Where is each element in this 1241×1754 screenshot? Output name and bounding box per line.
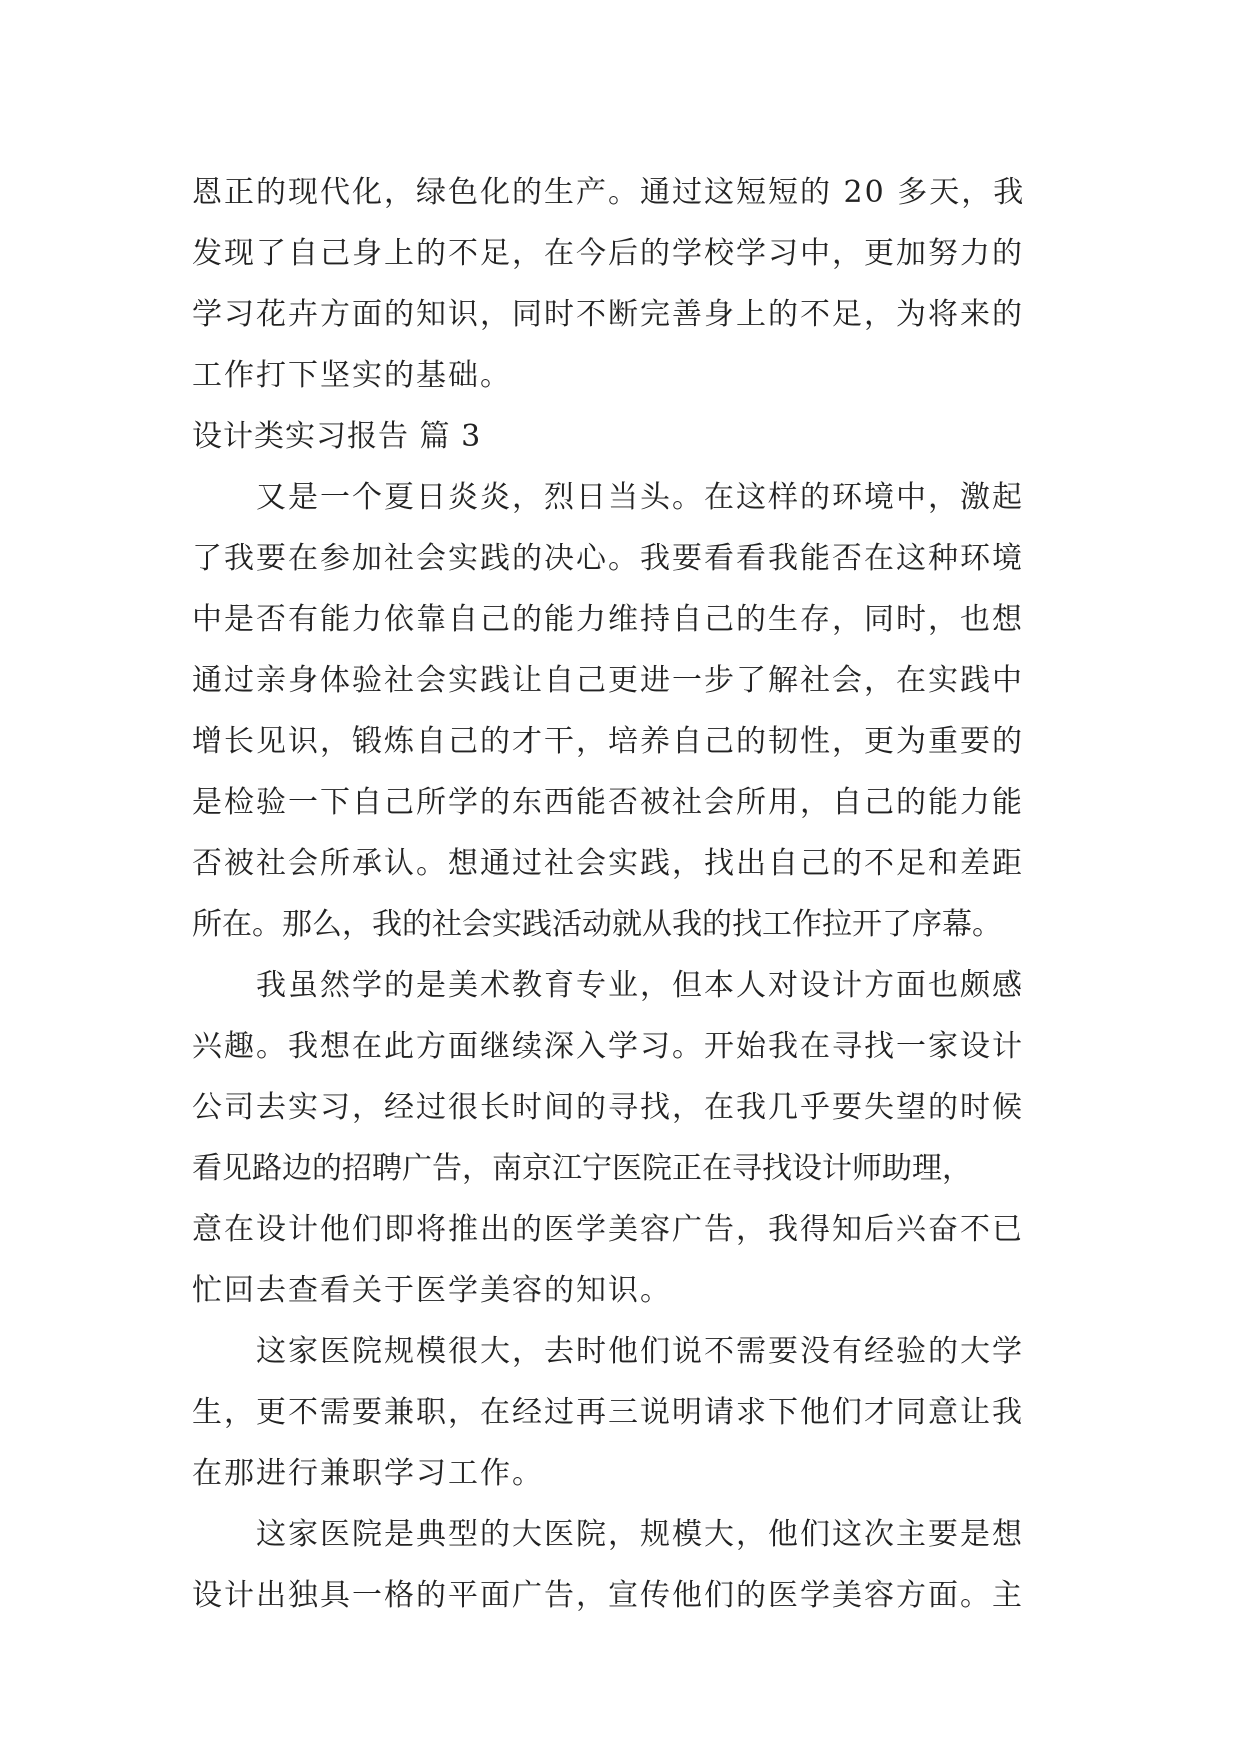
text-line: 意在设计他们即将推出的医学美容广告，我得知后兴奋不已 <box>192 1212 1024 1247</box>
text-line: 中是否有能力依靠自己的能力维持自己的生存，同时，也想 <box>192 602 1024 637</box>
text-line: 工作打下坚实的基础。 <box>192 358 512 393</box>
section-heading: 设计类实习报告 篇 3 <box>192 419 482 454</box>
text-line: 增长见识，锻炼自己的才干，培养自己的韧性，更为重要的 <box>192 724 1024 759</box>
document-body <box>192 162 1062 1626</box>
text-line: 恩正的现代化，绿色化的生产。通过这短短的 20 多天，我 <box>192 175 1026 210</box>
paragraph-3 <box>192 1321 1062 1504</box>
paragraph-2 <box>192 955 1062 1321</box>
text-line: 这家医院规模很大，去时他们说不需要没有经验的大学 <box>256 1334 1024 1369</box>
text-line: 兴趣。我想在此方面继续深入学习。开始我在寻找一家设计 <box>192 1029 1024 1064</box>
text-line: 所在。那么，我的社会实践活动就从我的找工作拉开了序幕。 <box>192 907 1002 942</box>
paragraph-4 <box>192 1504 1062 1626</box>
text-line: 生，更不需要兼职，在经过再三说明请求下他们才同意让我 <box>192 1395 1024 1430</box>
intro-paragraph <box>192 162 1062 406</box>
text-line: 学习花卉方面的知识，同时不断完善身上的不足，为将来的 <box>192 297 1024 332</box>
text-line: 这家医院是典型的大医院，规模大，他们这次主要是想 <box>256 1517 1024 1552</box>
text-line: 了我要在参加社会实践的决心。我要看看我能否在这种环境 <box>192 541 1024 576</box>
text-line: 设计出独具一格的平面广告，宣传他们的医学美容方面。主 <box>192 1578 1024 1613</box>
text-line: 我虽然学的是美术教育专业，但本人对设计方面也颇感 <box>256 968 1024 1003</box>
text-line: 看见路边的招聘广告，南京江宁医院正在寻找设计师助理， <box>192 1151 972 1186</box>
text-line: 否被社会所承认。想通过社会实践，找出自己的不足和差距 <box>192 846 1024 881</box>
text-line: 通过亲身体验社会实践让自己更进一步了解社会，在实践中 <box>192 663 1024 698</box>
text-line: 发现了自己身上的不足，在今后的学校学习中，更加努力的 <box>192 236 1024 271</box>
text-line: 公司去实习，经过很长时间的寻找，在我几乎要失望的时候 <box>192 1090 1024 1125</box>
text-line: 是检验一下自己所学的东西能否被社会所用，自己的能力能 <box>192 785 1024 820</box>
text-line: 忙回去查看关于医学美容的知识。 <box>192 1273 672 1308</box>
text-line: 在那进行兼职学习工作。 <box>192 1456 544 1491</box>
paragraph-1 <box>192 467 1062 955</box>
text-line: 又是一个夏日炎炎，烈日当头。在这样的环境中，激起 <box>256 480 1024 515</box>
